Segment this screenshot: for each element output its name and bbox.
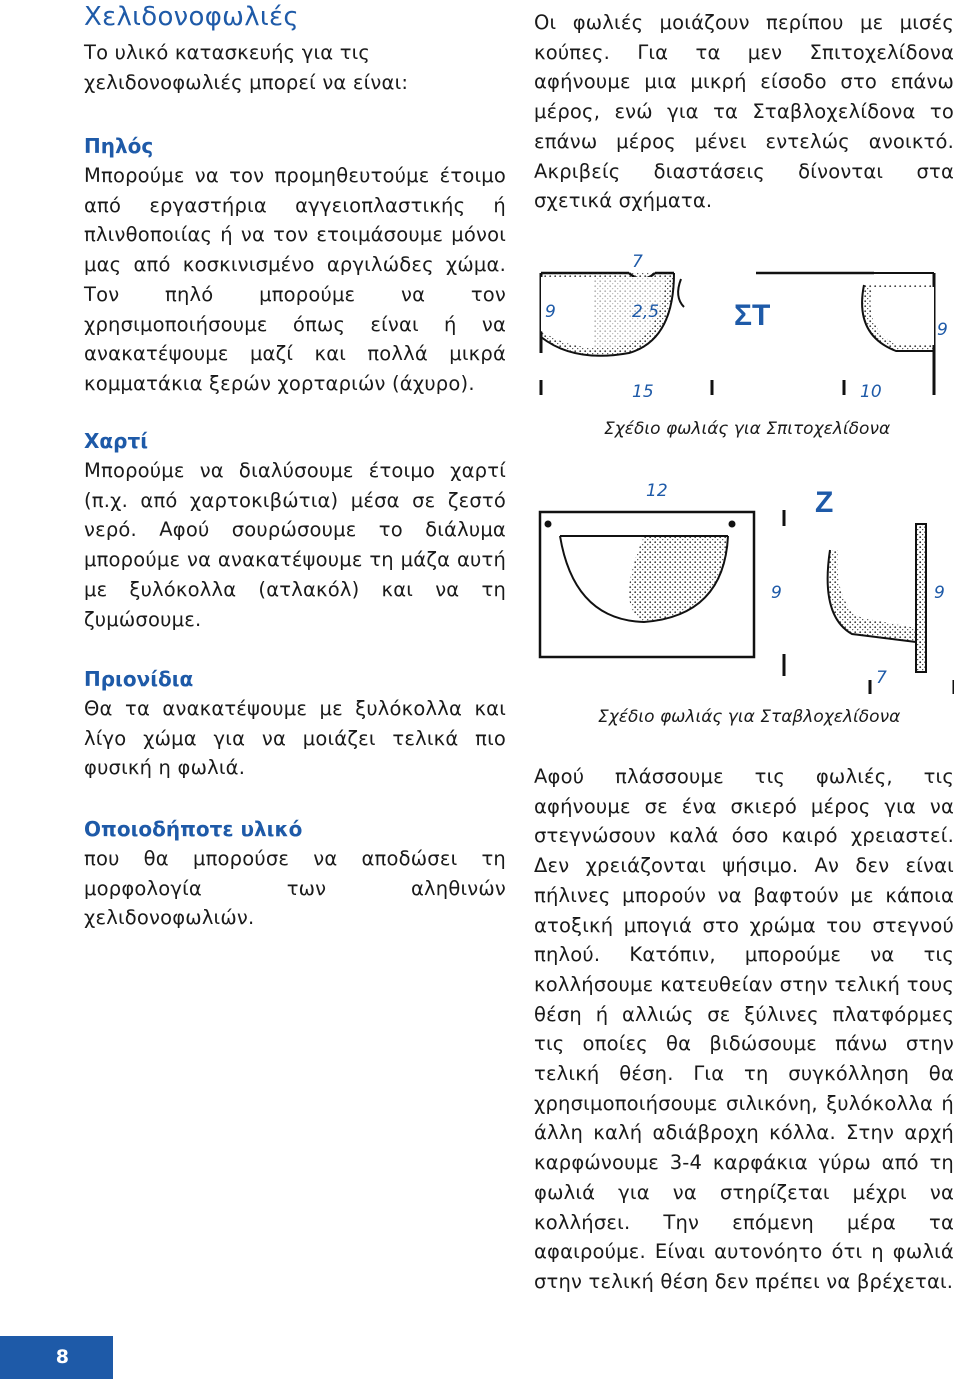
section-any-material <box>84 814 506 933</box>
section-text: Θα τα ανακατέψουμε με ξυλόκολλα και λίγο χώμα για να μοιάζει τελικά πιο φυσική η φωλιά. <box>84 697 506 780</box>
drying-text: Αφού πλάσσουμε τις φωλιές, τις αφήνουμε σε ένα σκιερό μέρος για να στεγνώσουν καλά όσο καιρό χρειαστεί. Δεν χρειάζονται ψήσιμο. Αν δεν είναι πήλινες μπορούν να βαφτούν με κάποια ατοξική μπογιά στο χρώμα του στεγνού πηλού. Κατόπιν, μπορούμε να τις κολλήσουμε κατευθείαν στην τελική τους θέση ή αλλιώς σε ξύλινες πλατφόρμες τις οποίες θα βιδώσουμε πάνω στην τελική θέση. Για τη συγκόλληση θα χρησιμοποιήσουμε σιλικόνη, ξυλόκολλα ή άλλη καλή αδιάβροχη κόλλα. Στην αρχή καρφώνουμε 3-4 καρφάκια γύρω από τη φωλιά για να στηρίζεται μέχρι να κολλήσει. Την επόμενη μέρα τα αφαιρούμε. Είναι αυτονόητο ότι η φωλιά στην τελική θέση δεν πρέπει να βρέχεται. <box>534 765 954 1293</box>
section-paper <box>84 426 506 634</box>
barn-swallow-nest-figure <box>534 476 954 698</box>
nest-shape-text: Οι φωλιές μοιάζουν περίπου με μισές κούπες. Για τα μεν Σπιτοχελίδονα αφήνουμε μια μικρή είσοδο στο επάνω μέρος, ενώ για τα Σταβλοχελίδονα το επάνω μέρος μένει εντελώς ανοικτό. Ακριβείς διαστάσεις δίνονται στα σχετικά σχήματα. <box>534 11 954 213</box>
dim-label: 9 <box>545 302 556 322</box>
page-title: Χελιδονοφωλιές <box>84 2 299 32</box>
section-sawdust <box>84 664 506 783</box>
screw-hole <box>729 521 736 528</box>
page-number: 8 <box>0 1336 113 1379</box>
section-heading: Πριονίδια <box>84 667 194 691</box>
figure-caption: Σχέδιο φωλιάς για Σπιτοχελίδονα <box>604 419 891 439</box>
dim-label: 2,5 <box>632 302 660 322</box>
dim-label: 15 <box>632 382 654 402</box>
section-heading: Οποιοδήποτε υλικό <box>84 817 303 841</box>
section-text: Μπορούμε να τον προμηθευτούμε έτοιμο από εργαστήρια αγγειοπλαστικής ή πλινθοποιίας ή να τον ετοιμάσουμε μόνοι μας από κοσκινισμένο αργιλώδες χώμα. Τον πηλό μπορούμε να τον χρησιμοποιήσουμε όπως είναι ή να ανακατέψουμε μαζί και πολλά μικρά κομματάκια ξερών χορταριών (άχυρο). <box>84 164 506 395</box>
screw-hole <box>545 521 552 528</box>
profile-shell <box>828 550 916 642</box>
section-heading: Πηλός <box>84 134 154 158</box>
house-martin-nest-figure <box>534 245 954 410</box>
section-heading: Χαρτί <box>84 429 149 453</box>
intro-text: Το υλικό κατασκευής για τις χελιδονοφωλιές μπορεί να είναι: <box>84 41 409 94</box>
figure-caption: Σχέδιο φωλιάς για Σταβλοχελίδονα <box>598 707 901 727</box>
profile-board <box>916 524 926 672</box>
figure-letter: ΣΤ <box>734 299 771 332</box>
dim-label: 10 <box>860 382 882 402</box>
section-text: που θα μπορούσε να αποδώσει τη μορφολογία των αληθινών χελιδονοφωλιών. <box>84 847 506 930</box>
section-clay <box>84 131 506 399</box>
dim-label: 9 <box>937 320 948 340</box>
dim-label: 9 <box>934 583 945 603</box>
section-text: Μπορούμε να διαλύσουμε έτοιμο χαρτί (π.χ. από χαρτοκιβώτια) μέσα σε ζεστό νερό. Αφού σουρώσουμε το διάλυμα μπορούμε να ανακατέψουμε τη μάζα αυτή με ξυλόκολλα (ατλακόλ) και να τη ζυμώσουμε. <box>84 459 506 631</box>
figure-letter: Ζ <box>815 486 834 519</box>
dim-label: 7 <box>632 252 643 272</box>
dim-label: 9 <box>771 583 782 603</box>
dim-label: 7 <box>876 668 887 688</box>
dim-label: 12 <box>646 481 668 501</box>
